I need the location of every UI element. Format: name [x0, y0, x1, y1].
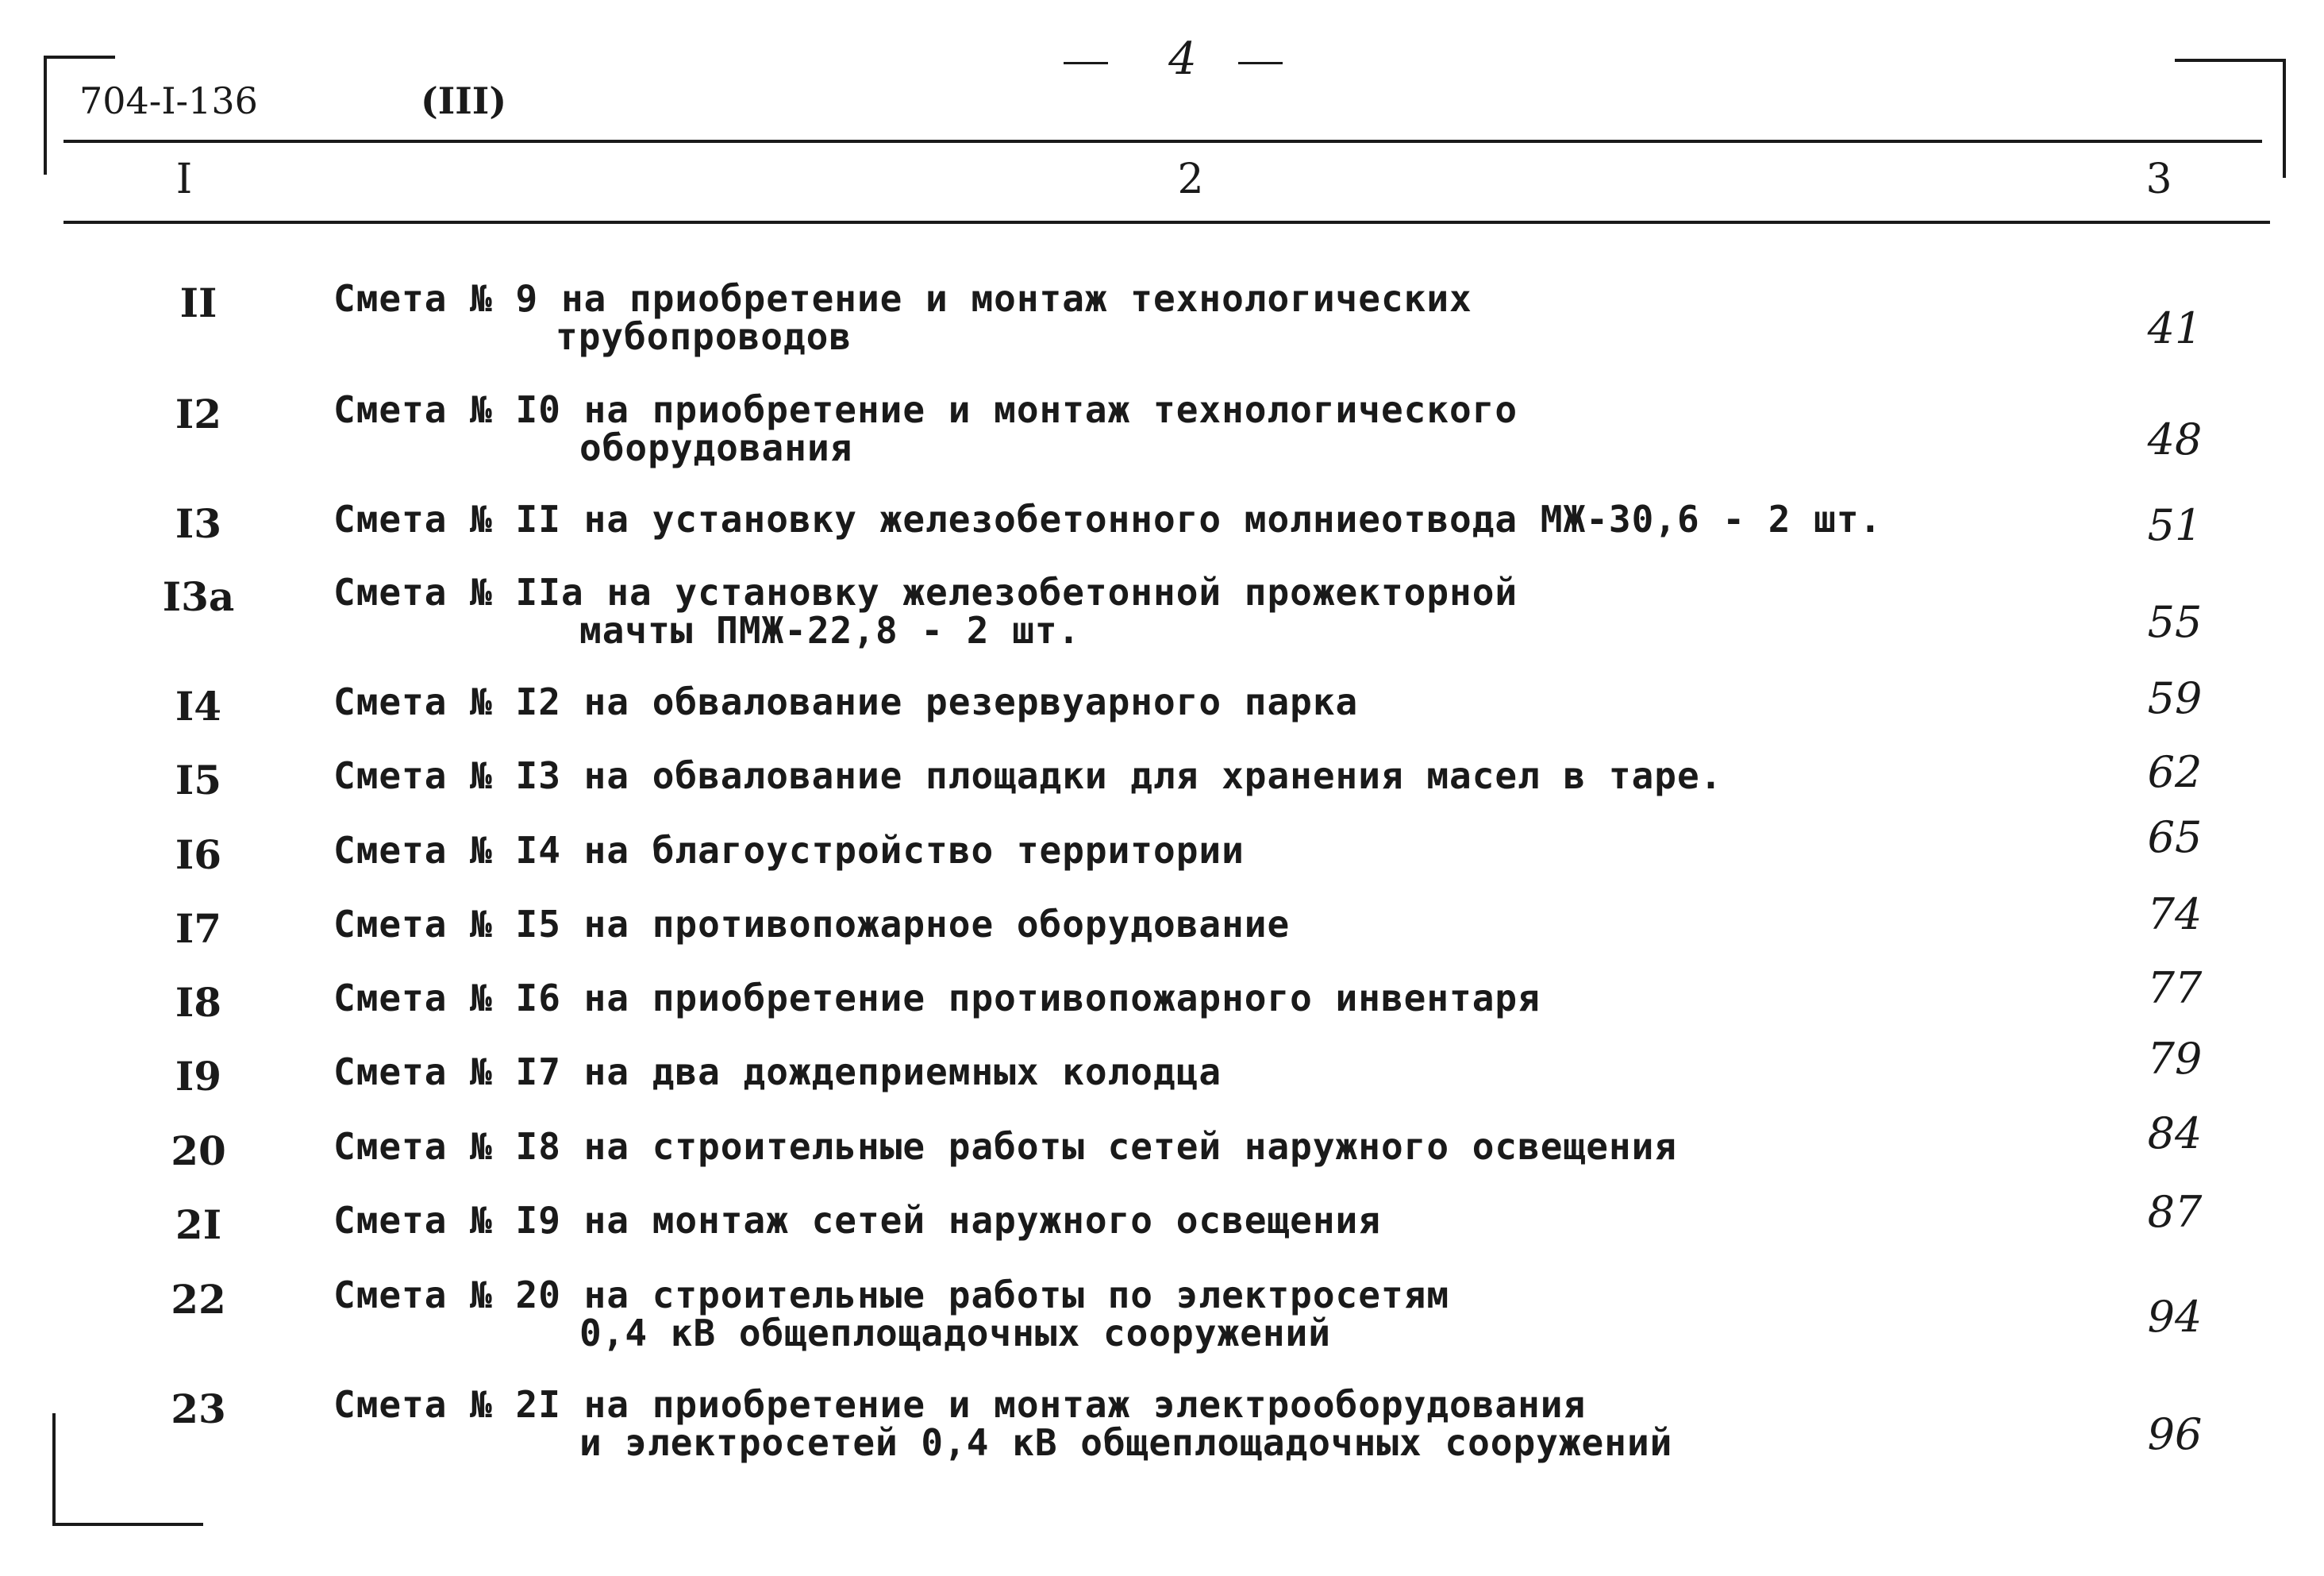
row-title-line1: Смета № 9 на приобретение и монтаж технологических: [333, 277, 1472, 320]
page-number-dash-right: [1238, 62, 1283, 64]
row-title-line1: Смета № I8 на строительные работы сетей наружного освещения: [333, 1125, 1677, 1168]
row-page: 48: [2147, 414, 2203, 464]
row-title-line1: Смета № I9 на монтаж сетей наружного освещения: [333, 1199, 1381, 1242]
row-number: I7: [175, 905, 222, 952]
page-number: 4: [1168, 33, 1197, 85]
row-title: [333, 1199, 1381, 1242]
row-page: 79: [2147, 1034, 2203, 1084]
row-title-line1: Смета № 2I на приобретение и монтаж электрооборудования: [333, 1383, 1587, 1426]
row-title-line2: мачты ПМЖ-22,8 - 2 шт.: [579, 609, 1081, 652]
row-title: [333, 1127, 1677, 1166]
row-page: 65: [2147, 812, 2203, 862]
row-title-line1: Смета № IIa на установку железобетонной прожекторной: [333, 571, 1518, 614]
row-title: [333, 388, 1518, 469]
row-page: 41: [2147, 303, 2203, 353]
row-title-line1: Смета № I7 на два дождеприемных колодца: [333, 1050, 1222, 1093]
row-title: [333, 279, 1472, 356]
row-title: [333, 979, 1541, 1017]
row-title-line1: Смета № II на установку железобетонного молниеотвода МЖ-30,6 - 2 шт.: [333, 498, 1883, 541]
row-title-line2: 0,4 кВ общеплощадочных сооружений: [579, 1312, 1331, 1354]
row-title-line1: Смета № I4 на благоустройство территории: [333, 829, 1245, 872]
row-number: I8: [175, 979, 222, 1026]
document-code: 704-I-136: [79, 79, 258, 122]
row-title-line1: Смета № I0 на приобретение и монтаж технологического: [333, 388, 1518, 431]
row-title: [333, 754, 1723, 797]
row-title-line2: оборудования: [579, 426, 853, 469]
row-number: 23: [171, 1385, 226, 1432]
row-title: [333, 1276, 1449, 1352]
row-title: [333, 680, 1359, 723]
header-rule-top: [63, 140, 2262, 143]
row-number: I5: [175, 757, 222, 803]
row-number: 2I: [175, 1201, 222, 1248]
row-page: 74: [2147, 889, 2203, 939]
column-header-3: 3: [2145, 156, 2172, 203]
frame-top-left: [44, 56, 115, 59]
row-number: I9: [175, 1053, 222, 1100]
row-title: [333, 1385, 1672, 1462]
row-number: I4: [175, 683, 222, 730]
row-title-line2: и электросетей 0,4 кВ общеплощадочных сооружений: [579, 1421, 1673, 1464]
row-title-line1: Смета № I3 на обвалование площадки для хранения масел в таре.: [333, 754, 1723, 797]
row-page: 77: [2147, 963, 2203, 1013]
frame-top-right: [2175, 59, 2286, 62]
row-title: [333, 903, 1291, 946]
row-title: [333, 498, 1883, 541]
row-page: 59: [2147, 673, 2203, 723]
row-page: 51: [2147, 500, 2203, 550]
row-number: I3: [175, 500, 222, 547]
row-page: 55: [2147, 597, 2203, 647]
row-title-line1: Смета № 20 на строительные работы по электросетям: [333, 1274, 1450, 1316]
row-title: [333, 571, 1518, 652]
row-page: 62: [2147, 747, 2203, 797]
row-number: I3a: [162, 573, 235, 620]
row-number: 22: [171, 1276, 226, 1323]
column-header-2: 2: [1177, 156, 1204, 203]
row-title-line2: трубопроводов: [556, 315, 852, 358]
row-page: 87: [2147, 1187, 2203, 1237]
frame-bottom-left: [52, 1523, 203, 1526]
row-page: 94: [2147, 1292, 2203, 1342]
header-rule-bottom: [63, 221, 2270, 224]
document-section: (III): [421, 79, 507, 122]
row-title-line1: Смета № I5 на противопожарное оборудование: [333, 903, 1291, 946]
row-page: 84: [2147, 1108, 2203, 1158]
row-title: [333, 1050, 1222, 1093]
row-title-line1: Смета № I6 на приобретение противопожарного инвентаря: [333, 977, 1541, 1019]
row-number: II: [179, 279, 217, 326]
row-page: 96: [2147, 1409, 2203, 1459]
row-number: I6: [175, 831, 222, 878]
column-header-1: I: [175, 156, 193, 203]
row-number: 20: [171, 1127, 226, 1174]
frame-left-upper: [44, 56, 47, 175]
frame-left-lower: [52, 1413, 56, 1524]
frame-right-upper: [2283, 59, 2286, 178]
row-title-line1: Смета № I2 на обвалование резервуарного парка: [333, 680, 1359, 723]
row-number: I2: [175, 391, 222, 437]
row-title: [333, 829, 1245, 872]
